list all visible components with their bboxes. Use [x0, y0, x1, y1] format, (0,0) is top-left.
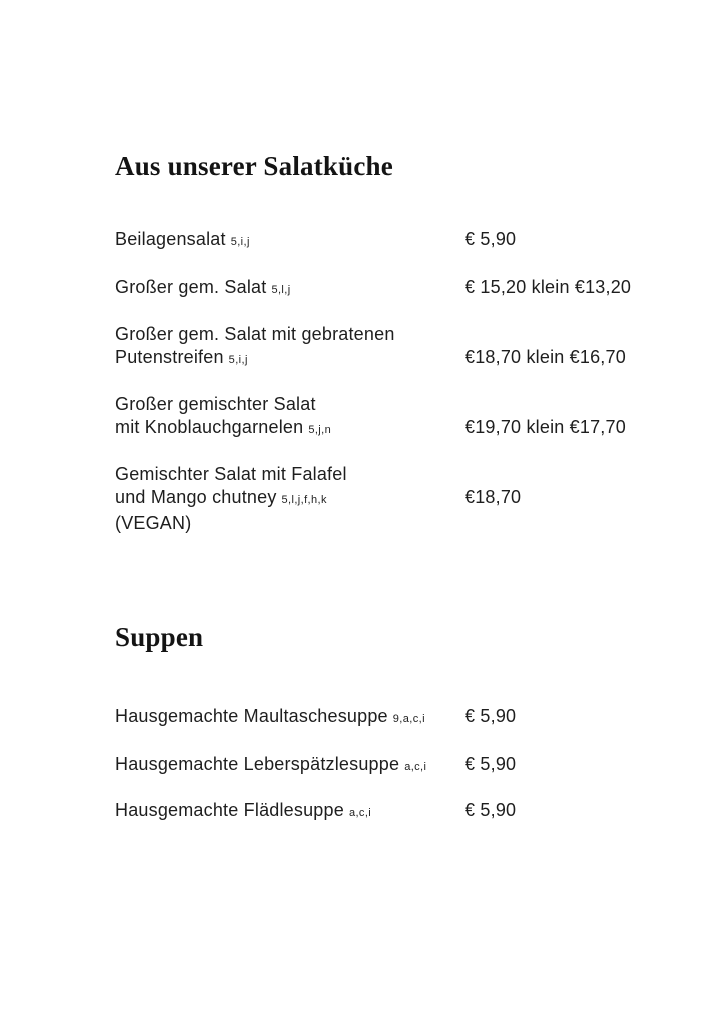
- allergen-codes: 5,l,j,f,h,k: [281, 494, 327, 506]
- dish-name: Gemischter Salat mit Falafel: [115, 464, 347, 484]
- dish-name: (VEGAN): [115, 513, 192, 533]
- menu-item-line: [115, 416, 675, 442]
- menu-item-line: [115, 512, 675, 535]
- price: €19,70 klein €17,70: [465, 417, 626, 437]
- allergen-codes: 5,i,j: [228, 354, 248, 366]
- menu-item: [115, 276, 675, 302]
- section-heading-salads: Aus unserer Salatküche: [115, 151, 393, 181]
- menu-item-line: [115, 486, 675, 512]
- dish-name: und Mango chutney: [115, 487, 277, 507]
- menu-item-line: [115, 323, 675, 346]
- price: € 5,90: [465, 754, 517, 774]
- allergen-codes: a,c,i: [404, 761, 427, 773]
- menu-item-line: [115, 346, 675, 372]
- allergen-codes: 9,a,c,i: [392, 713, 425, 725]
- menu-item: [115, 753, 675, 779]
- price: €18,70 klein €16,70: [465, 347, 626, 367]
- menu-item-line: [115, 705, 675, 731]
- dish-name: Großer gemischter Salat: [115, 394, 316, 414]
- allergen-codes: 5,l,j: [271, 284, 291, 296]
- menu-item-line: [115, 753, 675, 779]
- menu-item: [115, 799, 675, 825]
- price: €18,70: [465, 487, 522, 507]
- allergen-codes: 5,i,j: [230, 236, 250, 248]
- allergen-codes: 5,j,n: [308, 424, 332, 436]
- menu-content: [115, 152, 675, 825]
- dish-name: Putenstreifen: [115, 347, 224, 367]
- dish-name: Großer gem. Salat mit gebratenen: [115, 324, 395, 344]
- price: € 5,90: [465, 229, 517, 249]
- price: € 5,90: [465, 706, 517, 726]
- dish-name: mit Knoblauchgarnelen: [115, 417, 304, 437]
- dish-name: Hausgemachte Leberspätzlesuppe: [115, 754, 400, 774]
- dish-name: Hausgemachte Maultaschesuppe: [115, 706, 388, 726]
- menu-item: [115, 393, 675, 442]
- menu-item: [115, 228, 675, 254]
- dish-name: Beilagensalat: [115, 229, 226, 249]
- section-heading-soups: Suppen: [115, 622, 204, 652]
- dish-name: Hausgemachte Flädlesuppe: [115, 800, 344, 820]
- price: € 15,20 klein €13,20: [465, 277, 632, 297]
- dish-name: Großer gem. Salat: [115, 277, 267, 297]
- menu-item-line: [115, 228, 675, 254]
- menu-item-line: [115, 463, 675, 486]
- menu-item: [115, 463, 675, 535]
- menu-item: [115, 705, 675, 731]
- allergen-codes: a,c,i: [348, 807, 372, 819]
- price: € 5,90: [465, 800, 517, 820]
- menu-item-line: [115, 276, 675, 302]
- menu-item-line: [115, 393, 675, 416]
- menu-item: [115, 323, 675, 372]
- menu-item-line: [115, 799, 675, 825]
